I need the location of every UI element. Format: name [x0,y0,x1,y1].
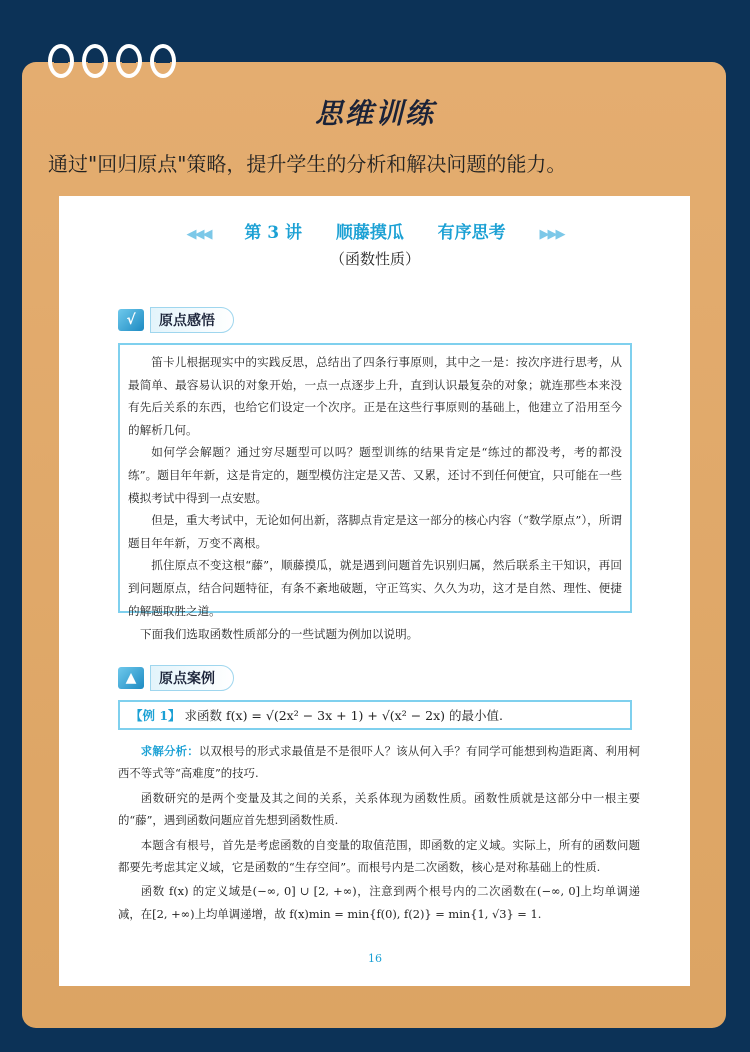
lecture-title-2: 有序思考 [437,223,506,243]
analysis-paragraph: 函数研究的是两个变量及其之间的关系，关系体现为函数性质。函数性质就是这部分中一根主要的“藤”，遇到函数问题应首先想到函数性质. [118,790,640,828]
insight-paragraph: 笛卡儿根据现实中的实践反思，总结出了四条行事原则，其中之一是：按次序进行思考，从最简单、最容易认识的对象开始，一点一点逐步上升，直到认识最复杂的对象；就连那些本来没有先后关系的东西，也给它们设定一个次序。正是在这些行事原则的基础上，他建立了沿用至今的解析几何。 [128,355,622,437]
checkmark-book-icon: √ [118,309,144,331]
lecture-subtitle: （函数性质） [329,250,420,268]
section-label: 原点感悟 [150,307,234,333]
section-origin-insight [118,307,234,333]
page-title: 思维训练 [314,97,435,130]
section-origin-case [118,665,234,691]
analysis-paragraph: 函数 f(x) 的定义域是(−∞, 0] ∪ [2, +∞)，注意到两个根号内的二次函数在(−∞, 0]上均单调递减，在[2, +∞)上均单调递增，故 f(x)min = min{f(0), f(2)} = min{1, √3} = 1. [118,884,640,921]
lecture-title-1: 顺藤摸瓜 [335,223,404,243]
graduation-cap-icon: ▲ [118,667,144,689]
left-arrows-icon: ◀◀◀ [186,227,211,242]
insight-paragraph: 抓住原点不变这根“藤”，顺藤摸瓜，就是遇到问题首先识别归属，然后联系主干知识，再回到问题原点，结合问题特征，有条不紊地破题，守正笃实、久久为功，这才是自然、理性、便捷的解题取胜之道。 [128,558,622,618]
ring-icon [116,44,142,78]
example-box [118,700,632,730]
ring-icon [150,44,176,78]
lecture-number: 第 3 讲 [244,223,302,243]
page-number: 16 [368,952,382,965]
analysis-paragraph: 本题含有根号，首先是考虑函数的自变量的取值范围，即函数的定义域。实际上，所有的函数问题都要先考虑其定义域，它是函数的“生存空间”。而根号内是二次函数，核心是对称基础上的性质. [118,837,640,875]
page-subtitle: 通过"回归原点"策略，提升学生的分析和解决问题的能力。 [48,152,567,176]
transition-text: 下面我们选取函数性质部分的一些试题为例加以说明。 [140,627,419,641]
ring-icon [82,44,108,78]
insight-paragraph: 如何学会解题？通过穷尽题型可以吗？题型训练的结果肯定是“练过的都没考，考的都没练”。题目年年新，这是肯定的，题型模仿注定是又苦、又累，还讨不到任何便宜，只可能在一些模拟考试中得到一点安慰。 [128,445,622,505]
ring-icon [48,44,74,78]
lecture-heading [0,218,750,243]
insight-box [118,343,632,618]
example-text: 求函数 f(x) = √(2x² − 3x + 1) + √(x² − 2x) 的最小值. [184,708,503,723]
right-arrows-icon: ▶▶▶ [539,227,564,242]
example-tag: 【例 1】 [130,708,181,723]
section-label: 原点案例 [150,665,234,691]
analysis-tag: 求解分析： [140,744,199,758]
insight-paragraph: 但是，重大考试中，无论如何出新，落脚点肯定是这一部分的核心内容（“数学原点”），所谓题目年年新，万变不离根。 [128,513,622,550]
analysis-block [118,740,640,927]
analysis-paragraph: 求解分析：以双根号的形式求最值是不是很吓人？该从何入手？有同学可能想到构造距离、利用柯西不等式等“高难度”的技巧. [118,744,640,781]
binder-rings [48,44,176,78]
